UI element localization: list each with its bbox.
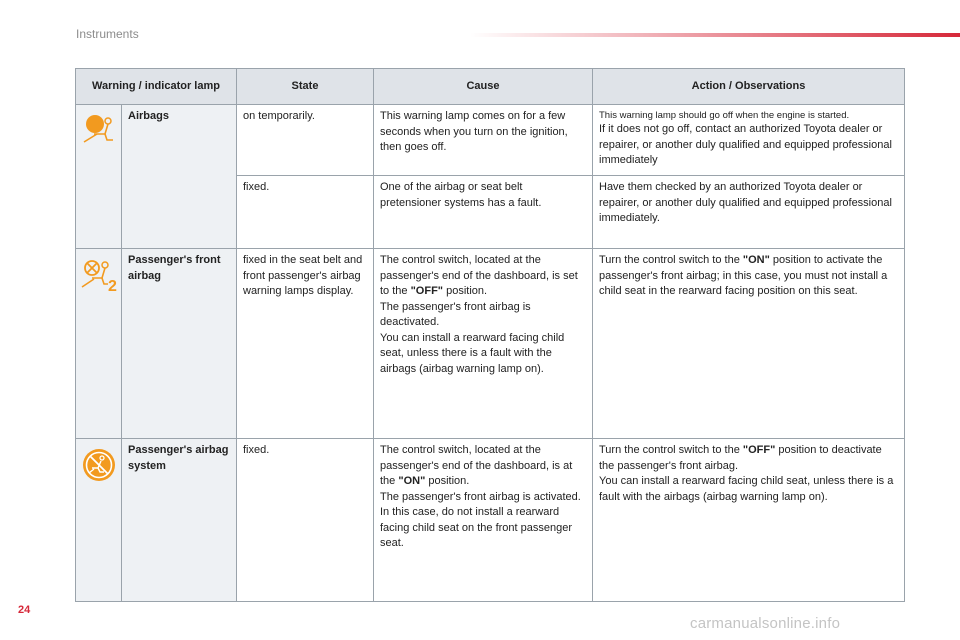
- action-cell: Turn the control switch to the "ON" position to activate the passenger's front airbag; in this case, you must not install a child seat in the rearward facing position on this seat.: [593, 249, 905, 439]
- action-cell: Turn the control switch to the "OFF" position to deactivate the passenger's front airbag. You can install a rearward facing child seat, unless there is a fault with the airbags (airbag warning lamp on).: [593, 439, 905, 602]
- header-lamp: Warning / indicator lamp: [76, 69, 237, 105]
- state-cell: fixed.: [237, 439, 374, 602]
- lamp-name-passenger-front: Passenger's front airbag: [122, 249, 237, 439]
- header-state: State: [237, 69, 374, 105]
- table-row: [76, 249, 905, 439]
- cause-cell: This warning lamp comes on for a few seconds when you turn on the ignition, then goes off.: [374, 105, 593, 176]
- passenger-airbag-system-icon: [81, 447, 117, 489]
- keyword-off: "OFF": [410, 285, 444, 297]
- lamp-icon-cell: [76, 249, 122, 439]
- state-cell: fixed in the seat belt and front passenger's airbag warning lamps display.: [237, 249, 374, 439]
- header-action: Action / Observations: [593, 69, 905, 105]
- keyword-on: "ON": [742, 254, 770, 266]
- action-cell: Have them checked by an authorized Toyota dealer or repairer, or another duly qualified and equipped professional immediately.: [593, 176, 905, 249]
- action-text: If it does not go off, contact an authorized Toyota dealer or repairer, or another duly qualified and equipped professional immediately: [599, 123, 892, 166]
- table-row: [76, 105, 905, 176]
- table-row: [76, 439, 905, 602]
- header-cause: Cause: [374, 69, 593, 105]
- state-cell: fixed.: [237, 176, 374, 249]
- state-cell: on temporarily.: [237, 105, 374, 176]
- lamp-name-passenger-system: Passenger's airbag system: [122, 439, 237, 602]
- warning-lamp-table: [75, 68, 905, 602]
- action-note: This warning lamp should go off when the engine is started.: [599, 110, 850, 121]
- table-header-row: [76, 69, 905, 105]
- cause-cell: The control switch, located at the passenger's end of the dashboard, is set to the "OFF" position. The passenger's front airbag is deactivated. You can install a rearward facing child seat, unless there is a fault with the airbags (airbag warning lamp on).: [374, 249, 593, 439]
- lamp-icon-cell: [76, 439, 122, 602]
- cause-cell: One of the airbag or seat belt pretensioner systems has a fault.: [374, 176, 593, 249]
- airbag-icon: [81, 113, 117, 151]
- lamp-icon-cell: [76, 105, 122, 249]
- page-number: 24: [18, 604, 31, 616]
- header-rule: [470, 33, 960, 37]
- keyword-on: "ON": [398, 475, 426, 487]
- keyword-off: "OFF": [742, 444, 776, 456]
- action-cell: [593, 105, 905, 176]
- lamp-name-airbags: Airbags: [122, 105, 237, 249]
- section-title: Instruments: [76, 27, 139, 41]
- watermark: carmanualsonline.info: [690, 615, 841, 632]
- cause-cell: The control switch, located at the passenger's end of the dashboard, is at the "ON" position. The passenger's front airbag is activated. In this case, do not install a rearward facing child seat on the front passenger seat.: [374, 439, 593, 602]
- passenger-airbag-off-icon: [80, 257, 118, 299]
- svg-text:2: 2: [107, 278, 117, 293]
